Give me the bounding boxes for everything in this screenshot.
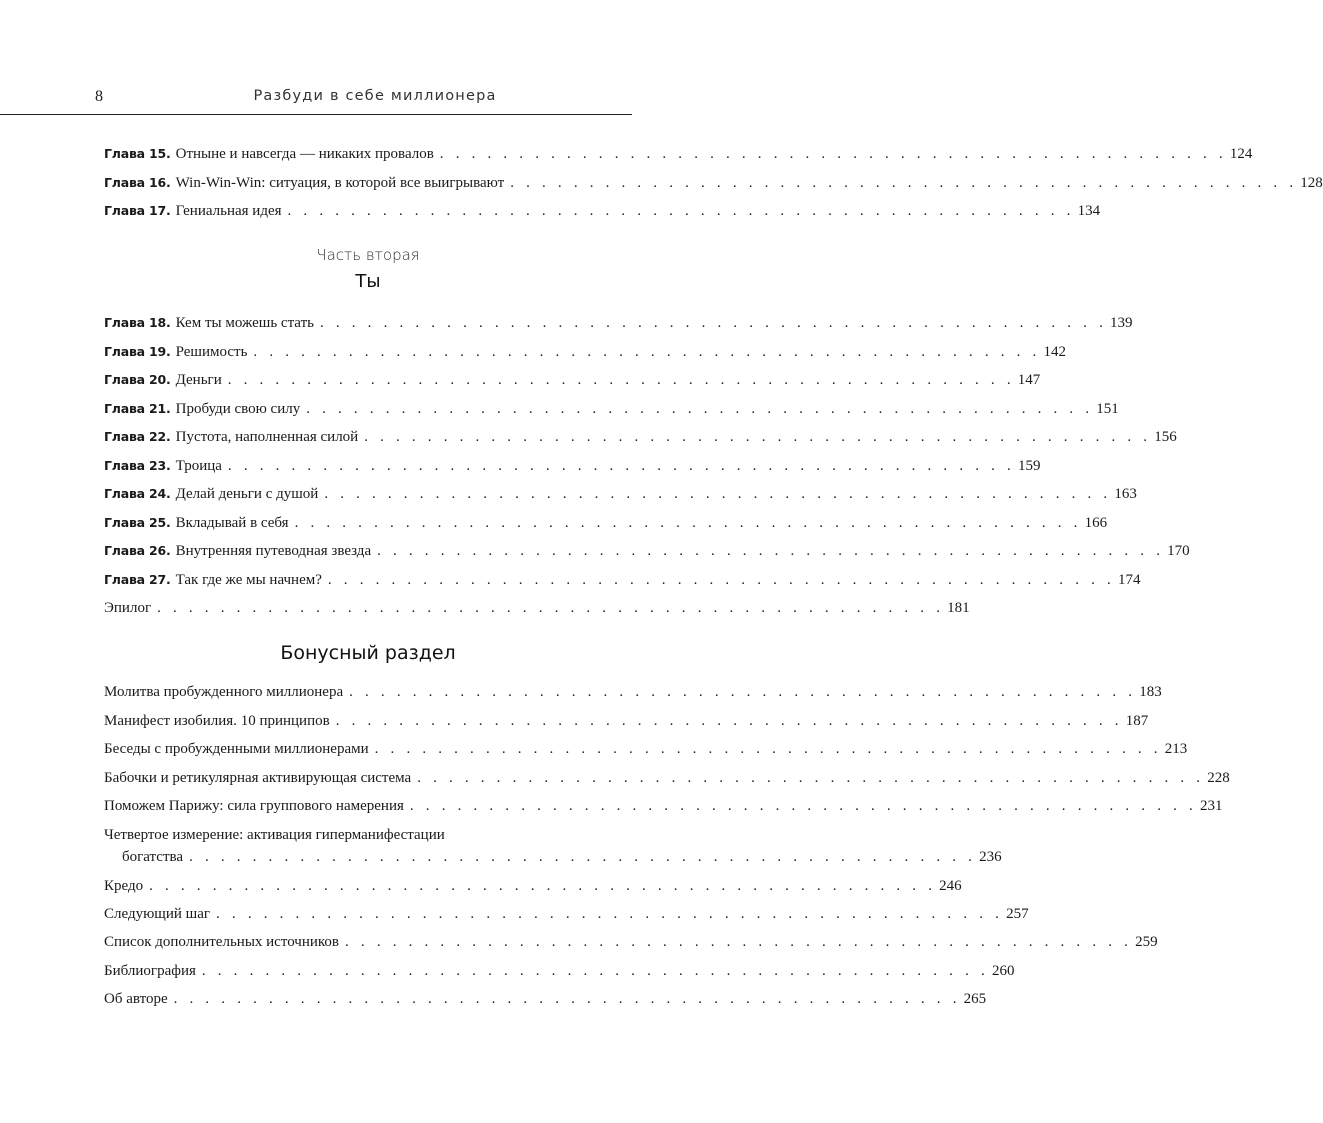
dot-leader: . . . . . . . . . . . . . . . . . . . . . . . . . . . . . . . . . . . . . . . . . . . . . . . . . .: [349, 684, 1137, 700]
running-header: [0, 86, 632, 115]
entry-title: Деньги: [175, 372, 222, 388]
entry-title: Кем ты можешь стать: [175, 315, 314, 331]
chapter-number: Глава 26.: [104, 543, 171, 558]
entry-title: Гениальная идея: [175, 203, 282, 219]
entry-page: 183: [1139, 684, 1162, 700]
running-title: Разбуди в себе миллионера: [253, 88, 497, 104]
entry-title: Так где же мы начнем?: [175, 572, 322, 588]
entry-title: Библиография: [104, 963, 196, 979]
entry-title: Бабочки и ретикулярная активирующая система: [104, 770, 412, 786]
dot-leader: . . . . . . . . . . . . . . . . . . . . . . . . . . . . . . . . . . . . . . . . . . . . . . . . . .: [364, 429, 1152, 445]
chapter-number: Глава 18.: [104, 315, 171, 330]
toc-entry-bonus-line2[interactable]: [104, 847, 1002, 867]
entry-page: 260: [991, 963, 1015, 979]
entry-title: Делай деньги с душой: [175, 486, 319, 502]
toc-entry-bonus[interactable]: [104, 768, 1230, 788]
entry-title: Эпилог: [104, 600, 152, 616]
dot-leader: . . . . . . . . . . . . . . . . . . . . . . . . . . . . . . . . . . . . . . . . . . . . . . . . . .: [189, 849, 977, 865]
chapter-number: Глава 20.: [104, 372, 171, 387]
entry-page: 181: [947, 600, 970, 616]
entry-page: 134: [1077, 203, 1101, 219]
entry-page: 124: [1229, 146, 1253, 162]
entry-page: 166: [1084, 515, 1108, 531]
entry-title: Поможем Парижу: сила группового намерения: [104, 798, 404, 814]
part-two-label: Часть вторая: [316, 246, 420, 264]
dot-leader: . . . . . . . . . . . . . . . . . . . . . . . . . . . . . . . . . . . . . . . . . . . . . . . . . .: [227, 372, 1015, 388]
chapter-number: Глава 16.: [104, 175, 171, 190]
entry-title: Молитва пробужденного миллионера: [104, 684, 344, 700]
entry-page: 259: [1135, 934, 1158, 950]
page-number: 8: [95, 88, 103, 105]
entry-title: Внутренняя путеводная звезда: [175, 543, 372, 559]
toc-entry-epilogue[interactable]: [104, 598, 970, 618]
entry-page: 246: [939, 878, 962, 894]
chapter-number: Глава 23.: [104, 458, 171, 473]
chapter-number: Глава 24.: [104, 486, 171, 501]
toc-entry-bonus[interactable]: [104, 932, 1158, 952]
toc-entry-bonus[interactable]: [104, 796, 1223, 816]
entry-title: Win-Win-Win: ситуация, в которой все выигрывают: [175, 175, 505, 191]
dot-leader: . . . . . . . . . . . . . . . . . . . . . . . . . . . . . . . . . . . . . . . . . . . . . . . . . .: [216, 906, 1004, 922]
dot-leader: . . . . . . . . . . . . . . . . . . . . . . . . . . . . . . . . . . . . . . . . . . . . . . . . . .: [345, 934, 1133, 950]
dot-leader: . . . . . . . . . . . . . . . . . . . . . . . . . . . . . . . . . . . . . . . . . . . . . . . . . .: [409, 798, 1197, 814]
dot-leader: . . . . . . . . . . . . . . . . . . . . . . . . . . . . . . . . . . . . . . . . . . . . . . . . . .: [253, 344, 1041, 360]
dot-leader: . . . . . . . . . . . . . . . . . . . . . . . . . . . . . . . . . . . . . . . . . . . . . . . . . .: [201, 963, 989, 979]
dot-leader: . . . . . . . . . . . . . . . . . . . . . . . . . . . . . . . . . . . . . . . . . . . . . . . . . .: [377, 543, 1165, 559]
toc-entry-chapter-22[interactable]: [104, 427, 1177, 447]
dot-leader: . . . . . . . . . . . . . . . . . . . . . . . . . . . . . . . . . . . . . . . . . . . . . . . . . .: [157, 600, 945, 616]
dot-leader: . . . . . . . . . . . . . . . . . . . . . . . . . . . . . . . . . . . . . . . . . . . . . . . . . .: [374, 741, 1162, 757]
entry-page: 265: [963, 991, 987, 1007]
entry-page: 257: [1006, 906, 1029, 922]
toc-entry-chapter-26[interactable]: [104, 541, 1190, 561]
dot-leader: . . . . . . . . . . . . . . . . . . . . . . . . . . . . . . . . . . . . . . . . . . . . . . . . . .: [439, 146, 1227, 162]
dot-leader: . . . . . . . . . . . . . . . . . . . . . . . . . . . . . . . . . . . . . . . . . . . . . . . . . .: [510, 175, 1298, 191]
entry-title: богатства: [122, 849, 184, 865]
chapter-number: Глава 25.: [104, 515, 171, 530]
toc-entry-chapter-23[interactable]: [104, 456, 1041, 476]
entry-title: Манифест изобилия. 10 принципов: [104, 713, 330, 729]
entry-page: 151: [1096, 401, 1119, 417]
entry-title: Пустота, наполненная силой: [175, 429, 359, 445]
dot-leader: . . . . . . . . . . . . . . . . . . . . . . . . . . . . . . . . . . . . . . . . . . . . . . . . . .: [173, 991, 961, 1007]
toc-entry-chapter-27[interactable]: [104, 570, 1141, 590]
toc-entry-bonus[interactable]: [104, 904, 1029, 924]
entry-page: 228: [1207, 770, 1230, 786]
chapter-number: Глава 22.: [104, 429, 171, 444]
bonus-section-title: Бонусный раздел: [280, 642, 456, 664]
entry-page: 231: [1199, 798, 1223, 814]
toc-entry-chapter-19[interactable]: [104, 342, 1066, 362]
entry-title: Троица: [175, 458, 222, 474]
entry-title: Кредо: [104, 878, 144, 894]
chapter-number: Глава 27.: [104, 572, 171, 587]
toc-entry-bonus[interactable]: [104, 682, 1162, 702]
entry-page: 213: [1164, 741, 1188, 757]
entry-title: Об авторе: [104, 991, 168, 1007]
toc-entry-bonus-line1[interactable]: Четвертое измерение: активация гиперманифестации: [104, 827, 445, 843]
toc-entry-chapter-25[interactable]: [104, 513, 1108, 533]
chapter-number: Глава 21.: [104, 401, 171, 416]
part-two-title: Ты: [355, 271, 381, 292]
entry-title: Список дополнительных источников: [104, 934, 340, 950]
toc-entry-bonus[interactable]: [104, 876, 962, 896]
toc-entry-bonus[interactable]: [104, 961, 1015, 981]
entry-page: 163: [1114, 486, 1137, 502]
entry-title: Беседы с пробужденными миллионерами: [104, 741, 369, 757]
dot-leader: . . . . . . . . . . . . . . . . . . . . . . . . . . . . . . . . . . . . . . . . . . . . . . . . . .: [306, 401, 1094, 417]
dot-leader: . . . . . . . . . . . . . . . . . . . . . . . . . . . . . . . . . . . . . . . . . . . . . . . . . .: [287, 203, 1075, 219]
dot-leader: . . . . . . . . . . . . . . . . . . . . . . . . . . . . . . . . . . . . . . . . . . . . . . . . . .: [319, 315, 1108, 331]
dot-leader: . . . . . . . . . . . . . . . . . . . . . . . . . . . . . . . . . . . . . . . . . . . . . . . . . .: [149, 878, 937, 894]
entry-page: 174: [1117, 572, 1141, 588]
entry-page: 159: [1017, 458, 1041, 474]
entry-page: 236: [979, 849, 1002, 865]
entry-title: Решимость: [175, 344, 248, 360]
dot-leader: . . . . . . . . . . . . . . . . . . . . . . . . . . . . . . . . . . . . . . . . . . . . . . . . . .: [327, 572, 1115, 588]
dot-leader: . . . . . . . . . . . . . . . . . . . . . . . . . . . . . . . . . . . . . . . . . . . . . . . . . .: [417, 770, 1205, 786]
toc-entry-bonus[interactable]: [104, 989, 987, 1009]
dot-leader: . . . . . . . . . . . . . . . . . . . . . . . . . . . . . . . . . . . . . . . . . . . . . . . . . .: [335, 713, 1123, 729]
entry-title: Следующий шаг: [104, 906, 211, 922]
entry-page: 170: [1167, 543, 1190, 559]
toc-entry-bonus[interactable]: [104, 711, 1149, 731]
chapter-number: Глава 19.: [104, 344, 171, 359]
entry-title: Отныне и навсегда — никаких провалов: [175, 146, 434, 162]
chapter-number: Глава 17.: [104, 203, 171, 218]
entry-title: Вкладывай в себя: [175, 515, 289, 531]
entry-page: 147: [1017, 372, 1041, 388]
toc-entry-chapter-21[interactable]: [104, 399, 1119, 419]
chapter-number: Глава 15.: [104, 146, 171, 161]
toc-entry-chapter-24[interactable]: [104, 484, 1137, 504]
entry-page: 139: [1110, 315, 1133, 331]
toc-entry-bonus[interactable]: [104, 739, 1188, 759]
entry-page: 128: [1300, 175, 1323, 191]
dot-leader: . . . . . . . . . . . . . . . . . . . . . . . . . . . . . . . . . . . . . . . . . . . . . . . . . .: [324, 486, 1112, 502]
toc-entry-chapter-15[interactable]: [104, 144, 1253, 164]
toc-entry-chapter-18[interactable]: [104, 313, 1133, 333]
dot-leader: . . . . . . . . . . . . . . . . . . . . . . . . . . . . . . . . . . . . . . . . . . . . . . . . . .: [227, 458, 1015, 474]
toc-entry-chapter-16[interactable]: [104, 173, 1323, 193]
toc-entry-chapter-20[interactable]: [104, 370, 1041, 390]
entry-page: 156: [1154, 429, 1177, 445]
dot-leader: . . . . . . . . . . . . . . . . . . . . . . . . . . . . . . . . . . . . . . . . . . . . . . . . . .: [294, 515, 1082, 531]
entry-title: Пробуди свою силу: [175, 401, 301, 417]
toc-entry-chapter-17[interactable]: [104, 201, 1101, 221]
entry-page: 142: [1043, 344, 1066, 360]
entry-page: 187: [1125, 713, 1149, 729]
